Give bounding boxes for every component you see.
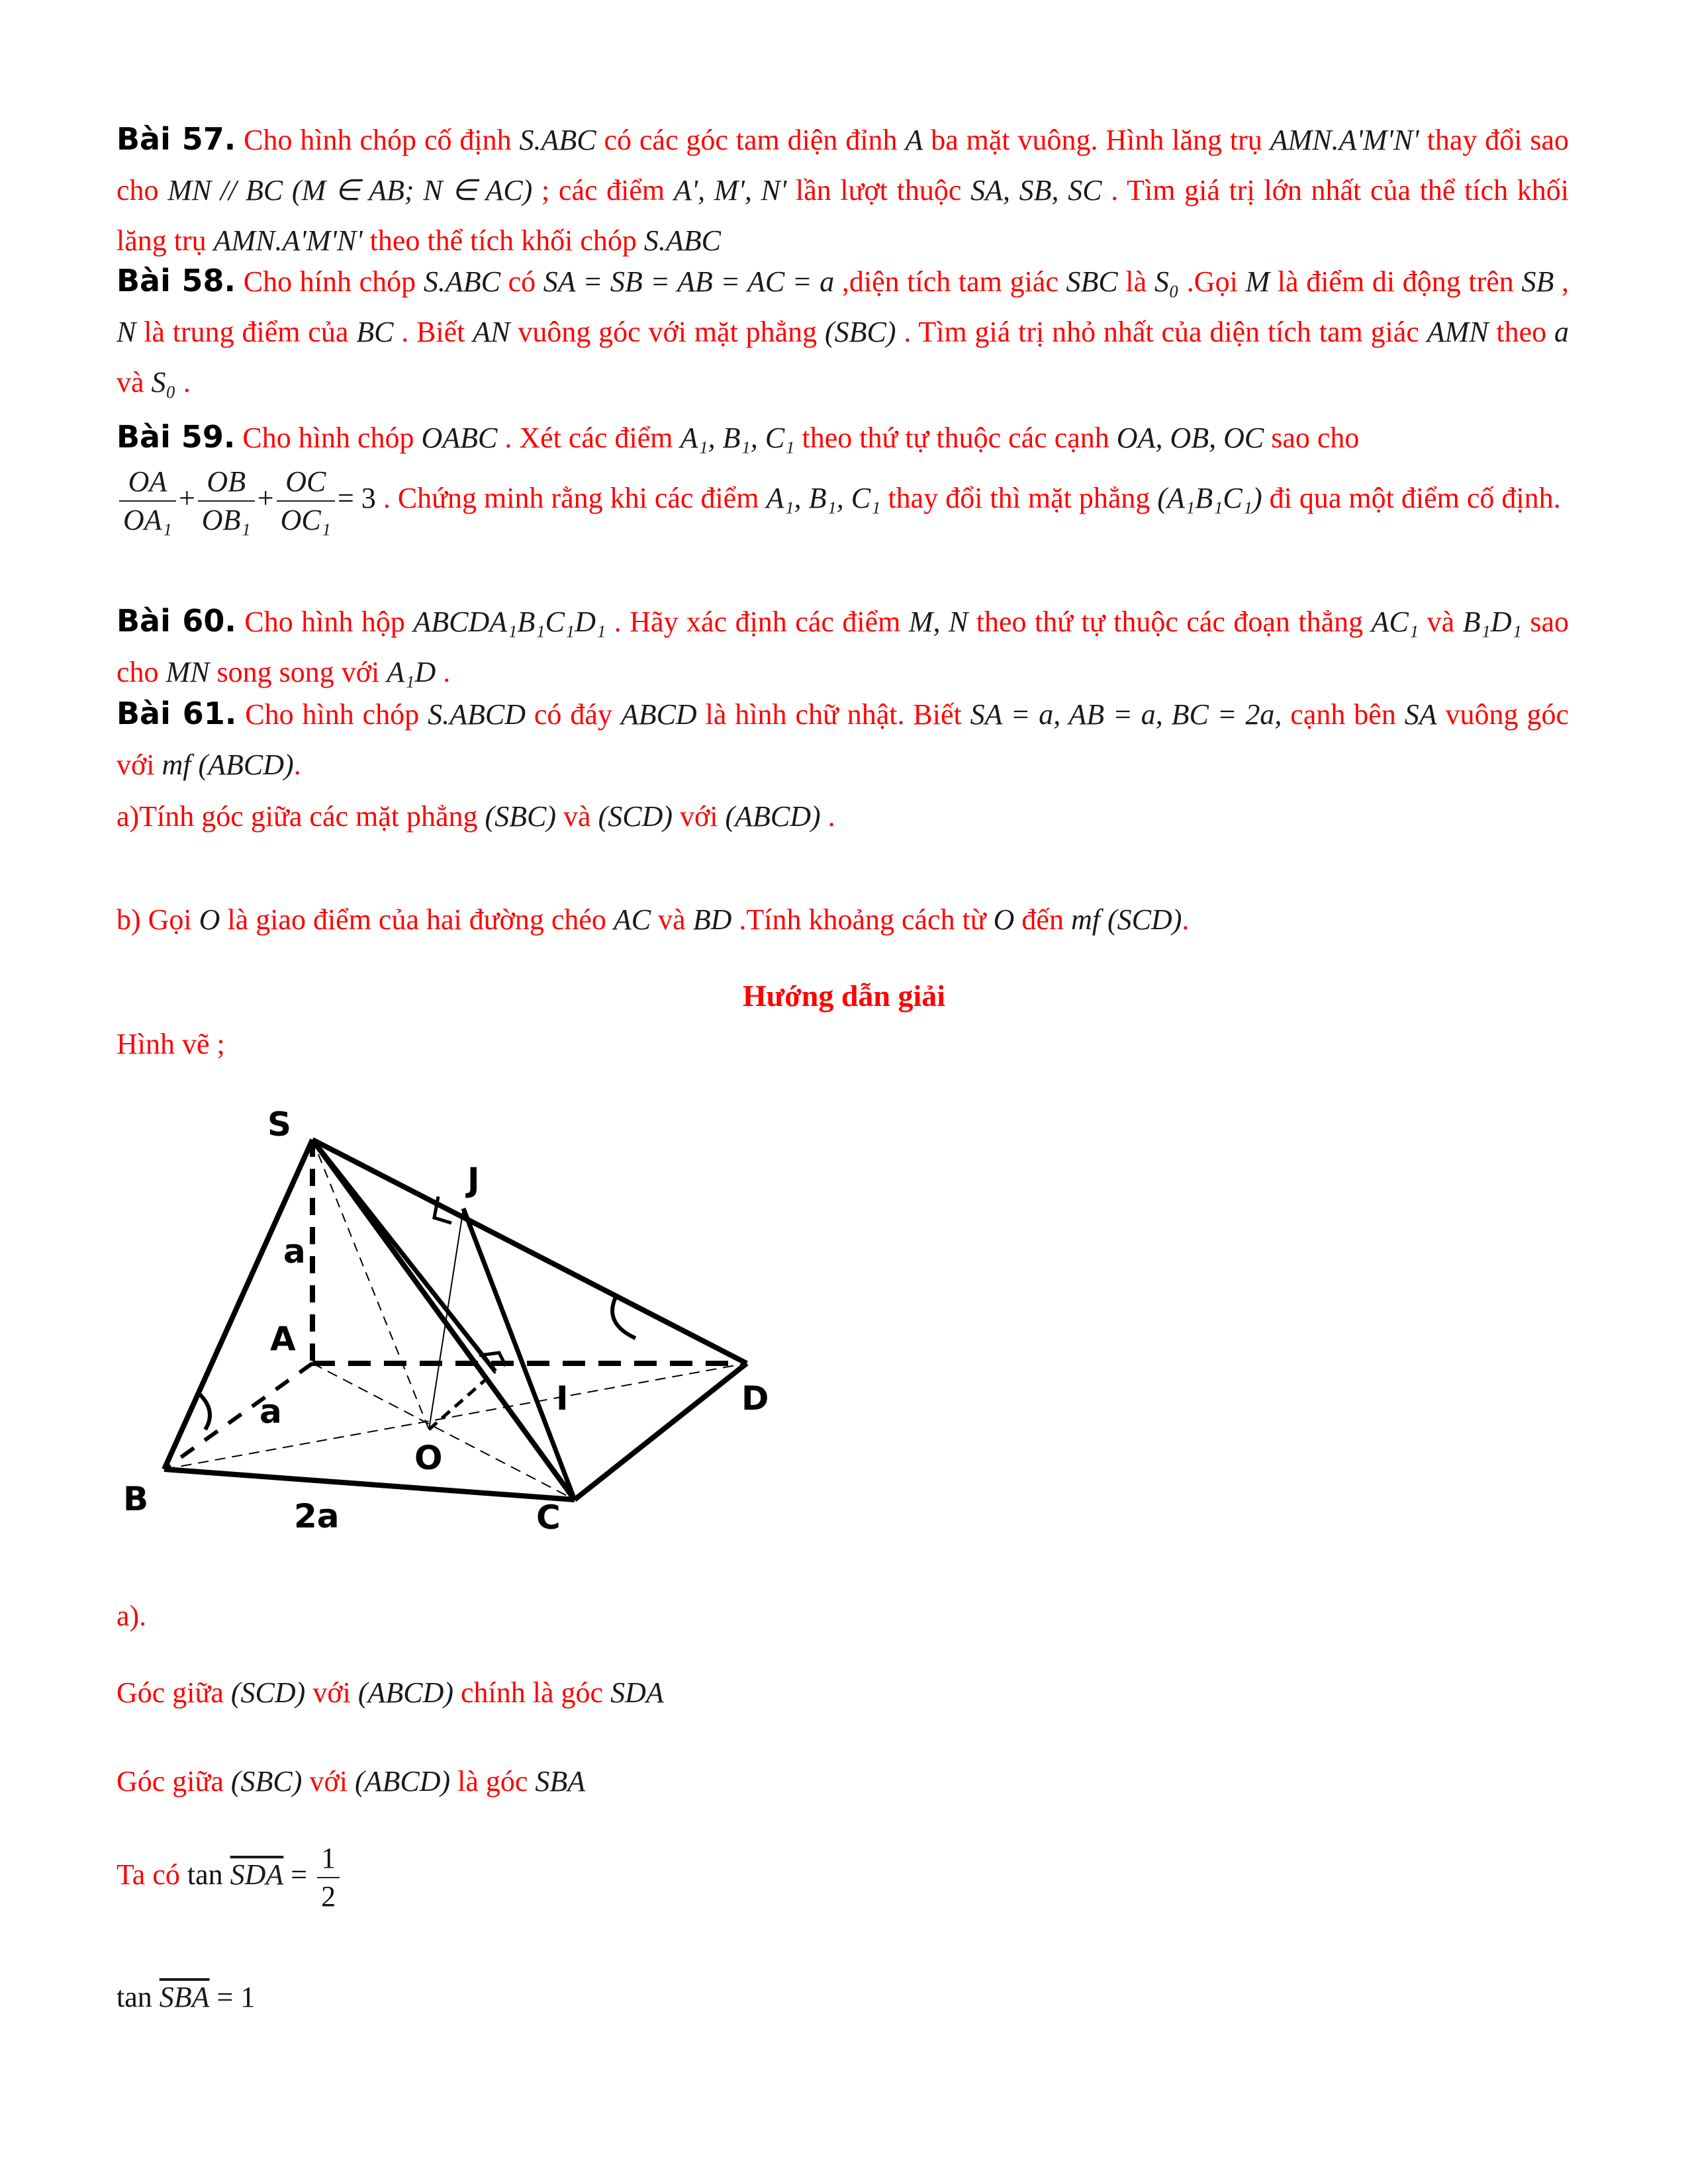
math-expression: O bbox=[199, 903, 220, 936]
label-a-SA: a bbox=[283, 1232, 306, 1271]
text-run: . Hãy xác định các điểm bbox=[606, 606, 909, 638]
text-run: , bbox=[1554, 265, 1570, 298]
text-run: b) Gọi bbox=[117, 903, 199, 936]
math-expression: BD bbox=[692, 903, 732, 936]
text-run: Cho hính chóp bbox=[243, 265, 424, 298]
problem-label: Bài 59. bbox=[117, 419, 236, 455]
text-run: đến bbox=[1014, 903, 1071, 936]
math-expression: OABC bbox=[421, 422, 498, 454]
text-run: có bbox=[500, 265, 543, 298]
denominator: OA₁ bbox=[123, 504, 172, 536]
text-run: theo thể tích khối chóp bbox=[362, 224, 644, 257]
label-C: C bbox=[536, 1498, 561, 1537]
label-I: I bbox=[556, 1379, 569, 1418]
text-run: Cho hình hộp bbox=[244, 606, 414, 638]
text-run: thay đổi sao cho bbox=[117, 124, 1570, 206]
problem-label: Bài 61. bbox=[117, 696, 237, 731]
text-run: là góc bbox=[450, 1765, 536, 1797]
text-run: cạnh bên bbox=[1282, 698, 1405, 731]
text-run: là hình chữ nhật. Biết bbox=[696, 698, 970, 731]
diagonal-AC bbox=[312, 1363, 575, 1500]
angle-mark-B bbox=[199, 1393, 210, 1430]
equation-rhs: = 3 bbox=[337, 482, 376, 515]
numerator: OA bbox=[119, 463, 176, 502]
text-run: . bbox=[436, 656, 451, 688]
tan1-angle: $\overline{SDA}$ bbox=[230, 1858, 284, 1891]
math-expression: AMN.A'M'N' bbox=[213, 224, 363, 257]
math-expression: SBA bbox=[535, 1765, 586, 1797]
math-expression: AC bbox=[613, 903, 651, 936]
text-run: Cho hình chóp bbox=[242, 422, 422, 454]
math-expression: a bbox=[1554, 316, 1570, 348]
math-expression: SB bbox=[1521, 265, 1554, 298]
text-run: a)Tính góc giữa các mặt phẳng bbox=[117, 800, 485, 833]
label-2a: 2a bbox=[294, 1497, 340, 1535]
fraction bbox=[277, 463, 335, 539]
math-expression: AMN.A'M'N' bbox=[1270, 124, 1419, 156]
math-expression: SDA bbox=[610, 1676, 664, 1709]
math-expression: (A₁B₁C₁) bbox=[1157, 482, 1262, 515]
math-expression: S.ABC bbox=[423, 265, 500, 298]
math-expression: (SCD) bbox=[598, 800, 673, 833]
tan1-func: tan bbox=[187, 1858, 223, 1891]
fraction bbox=[198, 463, 255, 539]
math-expression: S.ABC bbox=[643, 224, 721, 257]
answer-a-text: a). bbox=[117, 1600, 147, 1632]
tan1-eq: = bbox=[291, 1858, 308, 1891]
text-run: Cho hình chóp bbox=[245, 698, 428, 731]
math-expression: AMN bbox=[1427, 316, 1489, 348]
label-S: S bbox=[267, 1105, 292, 1144]
problem-61 bbox=[117, 688, 1569, 790]
math-expression: (ABCD) bbox=[725, 800, 821, 833]
text-run: . Chứng minh rằng khi các điểm bbox=[375, 482, 767, 515]
math-expression: (SCD) bbox=[230, 1676, 306, 1709]
text-run: đi qua một điểm cố định. bbox=[1262, 482, 1561, 515]
tan1-num: 1 bbox=[317, 1840, 340, 1878]
text-run: là giao điểm của hai đường chéo bbox=[220, 903, 614, 936]
text-run: theo thứ tự thuộc các đoạn thẳng bbox=[968, 606, 1372, 638]
tan2-rhs: = 1 bbox=[216, 1981, 256, 2013]
tan-sda-equation bbox=[117, 1840, 1569, 1915]
math-expression: (SBC) bbox=[825, 316, 896, 348]
text-run: sao cho bbox=[1264, 422, 1360, 454]
tan1-den: 2 bbox=[321, 1880, 336, 1913]
text-run: và bbox=[556, 800, 598, 833]
numerator: OB bbox=[198, 463, 255, 502]
figure-caption bbox=[117, 1019, 1569, 1069]
math-expression: S.ABCD bbox=[428, 698, 526, 731]
problem-label: Bài 57. bbox=[117, 121, 236, 157]
text-run: ; các điểm bbox=[532, 174, 674, 206]
text-run: . bbox=[293, 749, 301, 781]
tan2-angle: $\overline{SBA}$ bbox=[159, 1981, 210, 2013]
text-run: là trung điểm của bbox=[136, 316, 357, 348]
segment-OI bbox=[429, 1371, 495, 1430]
segment-OJ bbox=[429, 1208, 463, 1430]
text-run: và bbox=[651, 903, 693, 936]
problem-label: Bài 60. bbox=[117, 603, 236, 639]
math-expression: SA, SB, SC bbox=[970, 174, 1102, 206]
text-run: . bbox=[820, 800, 835, 833]
text-run: với bbox=[673, 800, 726, 833]
numerator: OC bbox=[277, 463, 335, 502]
text-run: Góc giữa bbox=[117, 1765, 231, 1797]
solution-heading: Hướng dẫn giải bbox=[742, 979, 946, 1013]
math-expression: M, N bbox=[908, 606, 968, 638]
math-expression: SBC bbox=[1066, 265, 1118, 298]
denominator: OB₁ bbox=[201, 504, 251, 536]
text-run: .Tính khoảng cách từ bbox=[731, 903, 994, 936]
denominator: OC₁ bbox=[280, 504, 331, 536]
text-run: có các góc tam diện đỉnh bbox=[596, 124, 906, 156]
math-expression: SA = a, AB = a, BC = 2a, bbox=[970, 698, 1282, 731]
math-expression: A', M', N' bbox=[673, 174, 787, 206]
text-run: .Gọi bbox=[1179, 265, 1246, 298]
math-expression: AC₁ bbox=[1371, 606, 1419, 638]
math-expression: ABCDA₁B₁C₁D₁ bbox=[413, 606, 606, 638]
edge-SD bbox=[312, 1140, 747, 1363]
text-run: lần lượt thuộc bbox=[786, 174, 971, 206]
math-expression: A₁D bbox=[387, 656, 436, 688]
pyramid-figure bbox=[106, 1099, 794, 1562]
figure-caption-text: Hình vẽ ; bbox=[117, 1028, 225, 1060]
label-D: D bbox=[741, 1379, 769, 1418]
label-O: O bbox=[414, 1439, 443, 1477]
angle-scd-statement bbox=[117, 1668, 1569, 1718]
segment-SO bbox=[312, 1140, 429, 1430]
problem-57 bbox=[117, 114, 1569, 266]
part-a-question bbox=[117, 792, 1569, 842]
text-run: với bbox=[302, 1765, 355, 1797]
math-expression: SA bbox=[1404, 698, 1437, 731]
tan1-fraction bbox=[317, 1840, 340, 1915]
text-run: . Biết bbox=[393, 316, 473, 348]
tan1-prefix: Ta có bbox=[117, 1858, 187, 1891]
math-expression: M bbox=[1245, 265, 1270, 298]
text-run: vuông góc với bbox=[117, 698, 1570, 781]
math-expression: ABCD bbox=[620, 698, 697, 731]
text-run: . bbox=[175, 366, 191, 398]
problem-59 bbox=[117, 412, 1569, 539]
edge-BC bbox=[164, 1469, 575, 1500]
text-run: theo thứ tự thuộc các cạnh bbox=[794, 422, 1117, 454]
text-run: sao cho bbox=[117, 606, 1570, 688]
part-b-question bbox=[117, 895, 1569, 945]
text-run: song song với bbox=[209, 656, 387, 688]
text-run: và bbox=[1419, 606, 1463, 638]
math-expression: S₀ bbox=[1154, 265, 1180, 298]
math-expression: (SBC) bbox=[485, 800, 557, 833]
text-run: là điểm di động trên bbox=[1270, 265, 1522, 298]
problem-60 bbox=[117, 596, 1569, 698]
label-B: B bbox=[123, 1480, 149, 1518]
math-expression: MN bbox=[165, 656, 210, 688]
text-run: thay đổi thì mặt phẳng bbox=[880, 482, 1158, 515]
text-run: . Tìm giá trị lớn nhất của thể tích khối lăng trụ bbox=[117, 174, 1570, 257]
text-run: chính là góc bbox=[453, 1676, 611, 1709]
angle-sbc-statement bbox=[117, 1756, 1569, 1807]
math-expression: A₁, B₁, C₁ bbox=[766, 482, 881, 515]
edge-CD bbox=[575, 1363, 747, 1500]
plus-sign: + bbox=[178, 482, 195, 515]
math-expression: A bbox=[905, 124, 923, 156]
text-run: có đáy bbox=[525, 698, 621, 731]
problem-label: Bài 58. bbox=[117, 263, 236, 298]
label-a-AB: a bbox=[259, 1392, 282, 1431]
math-expression: mf (SCD) bbox=[1070, 903, 1182, 936]
math-expression: SA = SB = AB = AC = a bbox=[543, 265, 835, 298]
diagonal-BD bbox=[164, 1363, 747, 1469]
math-expression: N bbox=[117, 316, 136, 348]
math-expression: S.ABC bbox=[519, 124, 596, 156]
edge-SC bbox=[312, 1140, 575, 1500]
math-expression: (ABCD) bbox=[357, 1676, 454, 1709]
math-expression: mf (ABCD) bbox=[162, 749, 294, 781]
math-expression: AN bbox=[473, 316, 510, 348]
label-J: J bbox=[467, 1161, 480, 1199]
tan-sba-equation bbox=[117, 1972, 1569, 2023]
answer-a-label bbox=[117, 1591, 1569, 1641]
math-expression: MN // BC (M ∈ AB; N ∈ AC) bbox=[167, 174, 533, 206]
math-expression: B₁D₁ bbox=[1462, 606, 1522, 638]
text-run: ba mặt vuông. Hình lăng trụ bbox=[923, 124, 1270, 156]
text-run: ,diện tích tam giác bbox=[834, 265, 1066, 298]
fraction bbox=[119, 463, 176, 539]
text-run: theo bbox=[1488, 316, 1555, 348]
math-expression: (ABCD) bbox=[354, 1765, 451, 1797]
ratio-equation bbox=[117, 465, 376, 536]
text-run: là bbox=[1117, 265, 1154, 298]
text-run: Góc giữa bbox=[117, 1676, 231, 1709]
edge-SB bbox=[164, 1140, 312, 1469]
math-expression: OA, OB, OC bbox=[1116, 422, 1264, 454]
text-run: vuông góc với mặt phẳng bbox=[510, 316, 825, 348]
math-expression: A₁, B₁, C₁ bbox=[680, 422, 795, 454]
text-run: . Tìm giá trị nhỏ nhất của diện tích tam giác bbox=[896, 316, 1427, 348]
math-expression: O bbox=[993, 903, 1015, 936]
label-A: A bbox=[270, 1320, 296, 1358]
math-expression: (SBC) bbox=[230, 1765, 303, 1797]
text-run: với bbox=[305, 1676, 358, 1709]
math-expression: S₀ bbox=[151, 366, 176, 398]
problem-58 bbox=[117, 255, 1569, 408]
math-expression: BC bbox=[356, 316, 394, 348]
text-run: . Xét các điểm bbox=[497, 422, 680, 454]
tan2-func: tan bbox=[117, 1981, 152, 2013]
text-run: và bbox=[117, 366, 152, 398]
text-run: . bbox=[1182, 903, 1190, 936]
plus-sign: + bbox=[257, 482, 274, 515]
text-run: Cho hình chóp cố định bbox=[244, 124, 520, 156]
